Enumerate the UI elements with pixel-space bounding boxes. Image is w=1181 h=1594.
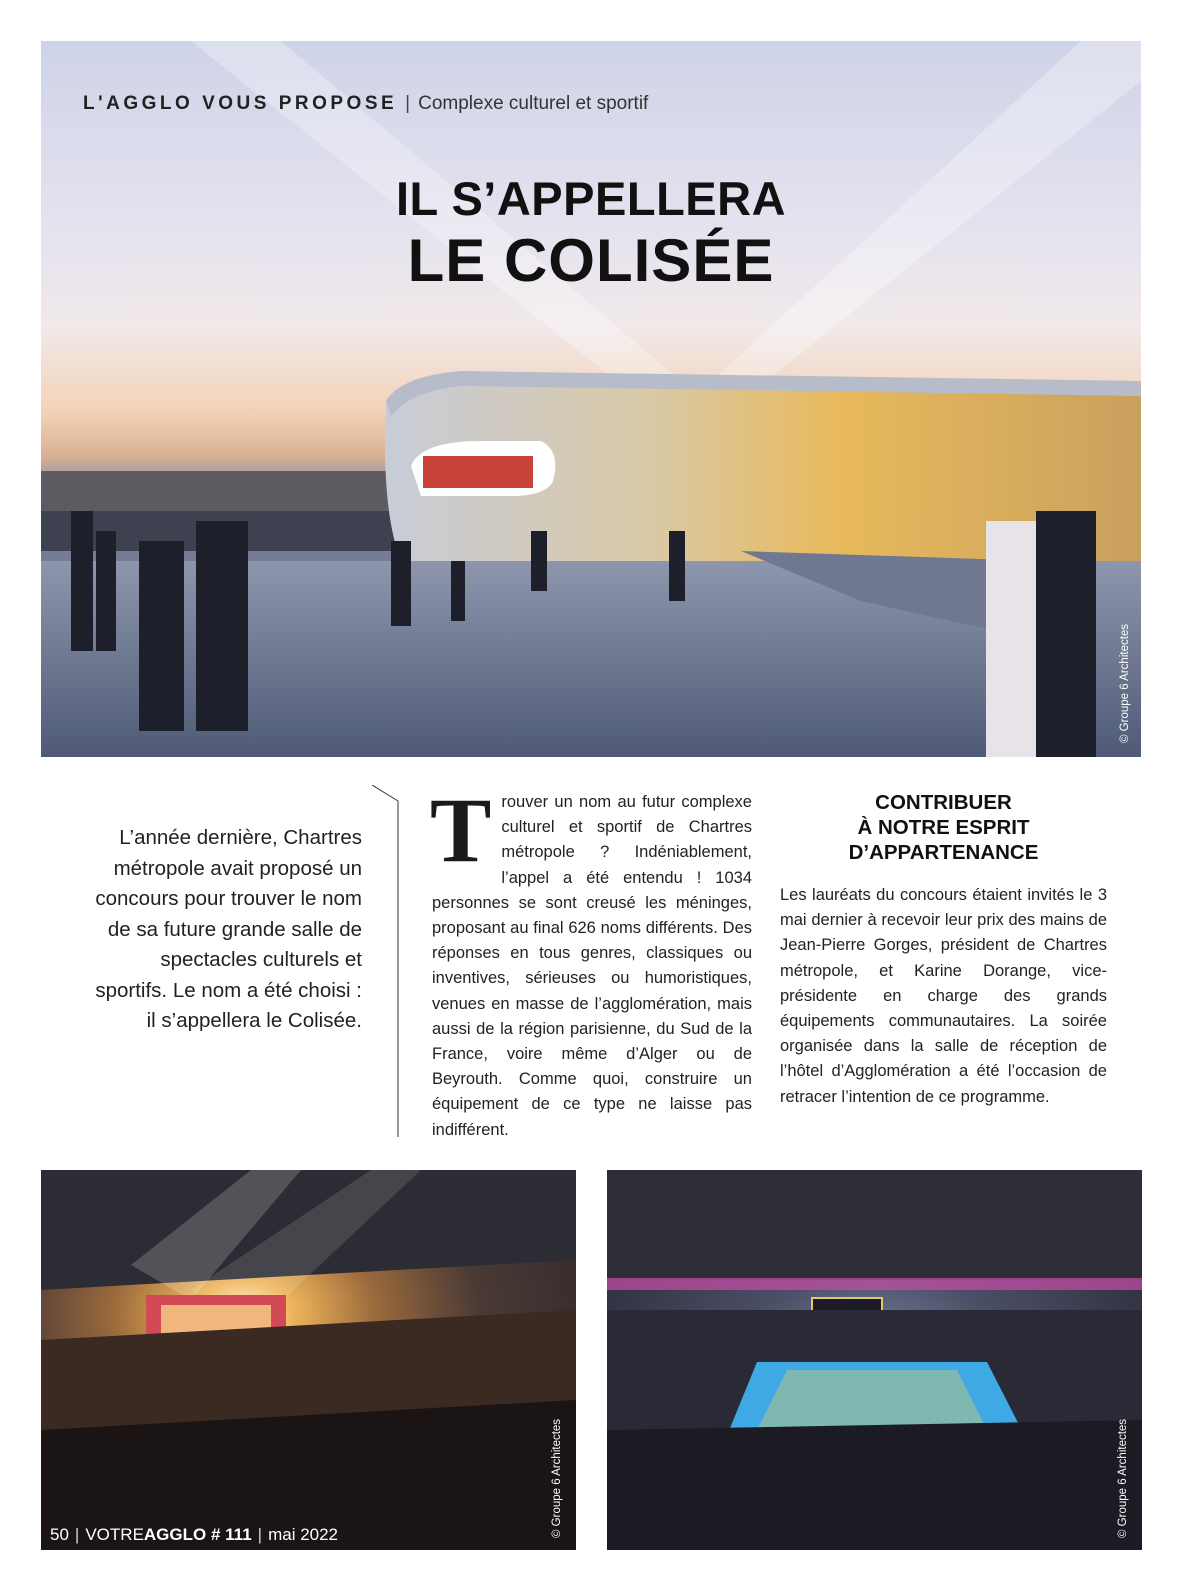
magazine-prefix: VOTRE [85, 1525, 144, 1544]
article-text: rouver un nom au futur complexe culturel et sportif de Chartres métropole ? Indéniablement, l’appel a été entendu ! 1034 personnes se sont creusé les méninges, proposant au final 626 noms différents. Des réponses en tous genres, classiques ou inventives, sérieuses ou humoristiques, venues en masse de l’agglomération, mais aussi de la région parisienne, du Sud de la France, voire même d’Alger ou de Beyrouth. Comme quoi, construire un équipement de ce type ne laisse pas indifférent. [432, 793, 752, 1139]
sidebar-column [780, 790, 1107, 1110]
magazine-name: AGGLO [143, 1525, 207, 1544]
concert-hall-drawing [41, 1170, 576, 1550]
sidebar-heading [780, 790, 1107, 865]
page-footer [50, 1525, 338, 1545]
kicker-separator: | [405, 93, 411, 114]
column-divider [372, 785, 404, 1137]
section-kicker [83, 93, 648, 115]
hero-photo-credit: © Groupe 6 Architectes [1119, 623, 1131, 743]
sports-arena-drawing [607, 1170, 1142, 1550]
stadium-rendering [41, 41, 1141, 757]
sidebar-heading-line-2: À NOTRE ESPRIT [857, 816, 1030, 839]
intro-paragraph: L’année dernière, Chartres métropole avait proposé un concours pour trouver le nom de sa future grande salle de spectacles culturels et sportifs. Le nom a été choisi : il s’appellera le Colisée. [95, 826, 362, 1032]
sports-arena-image [607, 1170, 1142, 1550]
headline-line-1: IL S’APPELLERA [395, 172, 787, 225]
kicker-label: L'AGGLO VOUS PROPOSE [83, 93, 398, 114]
sidebar-heading-line-1: CONTRIBUER [875, 791, 1012, 814]
headline-line-2: LE COLISÉE [407, 227, 775, 294]
hero-illustration [41, 41, 1141, 757]
sidebar-heading-line-3: D’APPARTENANCE [848, 841, 1039, 864]
drop-cap: T [430, 779, 492, 881]
issue-date: mai 2022 [268, 1525, 339, 1544]
article-body [430, 779, 752, 1143]
footer-separator-2: | [257, 1525, 263, 1544]
issue-number: # 111 [210, 1525, 252, 1544]
concert-hall-image [41, 1170, 576, 1550]
sidebar-body: Les lauréats du concours étaient invités le 3 mai dernier à recevoir leur prix des mains de Jean-Pierre Gorges, président de Chartres métropole, et Karine Dorange, vice-présidente en charge des grands équipements communautaires. La soirée organisée dans la salle de réception de l’hôtel d’Agglomération a été l’occasion de retracer l’intention de ce programme. [780, 886, 1107, 1106]
kicker-subtitle: Complexe culturel et sportif [418, 93, 649, 114]
page-number: 50 [50, 1525, 69, 1544]
right-photo-credit: © Groupe 6 Architectes [1117, 1418, 1129, 1538]
left-photo-credit: © Groupe 6 Architectes [551, 1418, 563, 1538]
footer-separator: | [74, 1525, 80, 1544]
